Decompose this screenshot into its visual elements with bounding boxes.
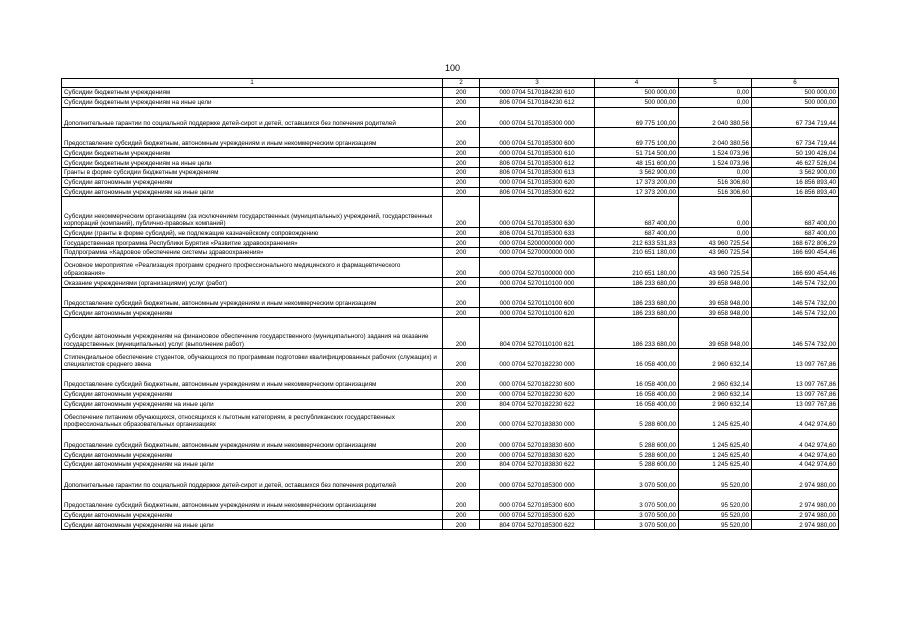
table-row [62,389,839,399]
row-value-col5-cell: 516 306,60 [679,187,752,197]
row-value-col4-cell: 500 000,00 [595,97,679,107]
row-kbk-cell: 000 0704 5270182230 000 [480,349,595,369]
row-value-col5-cell: 43 960 725,54 [679,238,752,248]
row-value-col6-cell: 16 856 893,40 [752,177,839,187]
row-value-col4-cell: 16 058 400,00 [595,399,679,409]
table-row [62,187,839,197]
row-value-col5-cell: 95 520,00 [679,490,752,510]
row-value-col6-cell: 16 856 893,40 [752,187,839,197]
row-code-cell: 200 [443,197,480,228]
row-value-col5-cell: 2 960 632,14 [679,399,752,409]
row-value-col4-cell: 186 233 680,00 [595,318,679,349]
row-value-col6-cell: 46 627 526,04 [752,158,839,168]
row-name-cell: Стипендиальное обеспечение студентов, обучающихся по программам подготовки квалифицированных рабочих (служащих) и специалистов среднего звена [62,349,443,369]
row-value-col6-cell: 146 574 732,00 [752,287,839,307]
row-value-col5-cell: 43 960 725,54 [679,257,752,277]
row-value-col4-cell: 500 000,00 [595,88,679,98]
row-code-cell: 200 [443,228,480,238]
row-value-col6-cell: 4 042 974,60 [752,429,839,449]
row-name-cell: Субсидии некоммерческим организациям (за исключением государственных (муниципальных) учреждений, государственных корпораций (компаний), публично-правовых компаний) [62,197,443,228]
table-row [62,429,839,449]
row-kbk-cell: 804 0704 5270183830 622 [480,460,595,470]
column-header-6: 6 [752,79,839,88]
row-value-col6-cell: 687 400,00 [752,228,839,238]
row-value-col5-cell: 39 658 948,00 [679,318,752,349]
row-name-cell: Субсидии автономным учреждениям на финансовое обеспечение государственного (муниципального) задания на оказание государственных (муниципальных) услуг (выполнение работ) [62,318,443,349]
table-row [62,238,839,248]
row-value-col5-cell: 1 524 073,96 [679,148,752,158]
row-value-col6-cell: 2 974 980,00 [752,469,839,489]
row-name-cell: Дополнительные гарантии по социальной поддержке детей-сирот и детей, оставшихся без попечения родителей [62,107,443,127]
page-number: 100 [444,63,461,73]
row-value-col6-cell: 50 190 426,04 [752,148,839,158]
row-value-col4-cell: 186 233 680,00 [595,287,679,307]
row-value-col6-cell: 500 000,00 [752,88,839,98]
table-body [62,88,839,530]
row-code-cell: 200 [443,187,480,197]
row-name-cell: Подпрограмма «Кадровое обеспечение системы здравоохранения» [62,247,443,257]
row-value-col4-cell: 3 070 500,00 [595,520,679,530]
table-row [62,349,839,369]
row-value-col4-cell: 5 288 600,00 [595,450,679,460]
row-code-cell: 200 [443,247,480,257]
row-value-col4-cell: 5 288 600,00 [595,460,679,470]
table-row [62,469,839,489]
row-code-cell: 200 [443,88,480,98]
row-value-col6-cell: 13 097 767,86 [752,369,839,389]
row-kbk-cell: 000 0704 5270110100 000 [480,278,595,288]
row-value-col4-cell: 16 058 400,00 [595,369,679,389]
row-name-cell: Предоставление субсидий бюджетным, автономным учреждениям и иным некоммерческим организациям [62,287,443,307]
row-value-col5-cell: 1 245 625,40 [679,409,752,429]
row-kbk-cell: 000 0704 5200000000 000 [480,238,595,248]
row-value-col5-cell: 95 520,00 [679,520,752,530]
row-kbk-cell: 804 0704 5270110100 621 [480,318,595,349]
row-code-cell: 200 [443,177,480,187]
row-value-col5-cell: 43 960 725,54 [679,247,752,257]
row-code-cell: 200 [443,429,480,449]
row-value-col4-cell: 16 058 400,00 [595,389,679,399]
row-kbk-cell: 806 0704 5170185300 612 [480,158,595,168]
column-header-3: 3 [480,79,595,88]
row-value-col5-cell: 2 040 380,56 [679,127,752,147]
row-name-cell: Предоставление субсидий бюджетным, автономным учреждениям и иным некоммерческим организациям [62,127,443,147]
row-code-cell: 200 [443,148,480,158]
row-value-col4-cell: 210 651 180,00 [595,257,679,277]
row-value-col5-cell: 0,00 [679,97,752,107]
table-row [62,278,839,288]
row-code-cell: 200 [443,158,480,168]
table-row [62,510,839,520]
row-kbk-cell: 000 0704 5270182230 600 [480,369,595,389]
row-value-col6-cell: 67 734 719,44 [752,107,839,127]
row-kbk-cell: 000 0704 5270110100 600 [480,287,595,307]
row-code-cell: 200 [443,510,480,520]
row-value-col6-cell: 166 690 454,46 [752,257,839,277]
row-name-cell: Субсидии бюджетным учреждениям на иные цели [62,97,443,107]
row-value-col4-cell: 687 400,00 [595,228,679,238]
row-value-col6-cell: 4 042 974,60 [752,460,839,470]
row-code-cell: 200 [443,369,480,389]
row-code-cell: 200 [443,318,480,349]
row-code-cell: 200 [443,238,480,248]
row-kbk-cell: 000 0704 5170185300 610 [480,148,595,158]
row-code-cell: 200 [443,287,480,307]
row-value-col6-cell: 500 000,00 [752,97,839,107]
row-value-col6-cell: 2 974 980,00 [752,520,839,530]
row-value-col4-cell: 3 070 500,00 [595,510,679,520]
row-name-cell: Субсидии автономным учреждениям на иные цели [62,460,443,470]
row-value-col5-cell: 516 306,60 [679,177,752,187]
row-kbk-cell: 806 0704 5170185300 622 [480,187,595,197]
table-row [62,158,839,168]
row-value-col4-cell: 17 373 200,00 [595,177,679,187]
row-name-cell: Предоставление субсидий бюджетным, автономным учреждениям и иным некоммерческим организациям [62,429,443,449]
row-value-col6-cell: 13 097 767,86 [752,389,839,399]
row-value-col5-cell: 0,00 [679,88,752,98]
row-name-cell: Предоставление субсидий бюджетным, автономным учреждениям и иным некоммерческим организациям [62,369,443,389]
row-value-col5-cell: 39 658 948,00 [679,287,752,307]
table-row [62,399,839,409]
row-value-col4-cell: 3 070 500,00 [595,469,679,489]
table-row [62,197,839,228]
row-kbk-cell: 000 0704 5170185300 000 [480,107,595,127]
row-kbk-cell: 000 0704 5270183830 620 [480,450,595,460]
row-value-col5-cell: 2 040 380,56 [679,107,752,127]
column-header-1: 1 [62,79,443,88]
row-kbk-cell: 000 0704 5170185300 600 [480,127,595,147]
row-kbk-cell: 000 0704 5270100000 000 [480,257,595,277]
row-value-col4-cell: 16 058 400,00 [595,349,679,369]
row-name-cell: Субсидии бюджетным учреждениям [62,148,443,158]
table-row [62,177,839,187]
row-value-col5-cell: 0,00 [679,197,752,228]
table-row [62,369,839,389]
row-name-cell: Субсидии бюджетным учреждениям на иные цели [62,158,443,168]
row-code-cell: 200 [443,389,480,399]
row-value-col5-cell: 95 520,00 [679,510,752,520]
row-value-col6-cell: 13 097 767,86 [752,349,839,369]
table-row [62,450,839,460]
row-value-col5-cell: 2 960 632,14 [679,349,752,369]
row-value-col6-cell: 146 574 732,00 [752,278,839,288]
row-value-col5-cell: 39 658 948,00 [679,278,752,288]
row-name-cell: Дополнительные гарантии по социальной поддержке детей-сирот и детей, оставшихся без попечения родителей [62,469,443,489]
row-kbk-cell: 000 0704 5270185300 620 [480,510,595,520]
row-value-col5-cell: 0,00 [679,228,752,238]
row-kbk-cell: 000 0704 5270185300 600 [480,490,595,510]
row-kbk-cell: 000 0704 5270110100 620 [480,308,595,318]
row-value-col4-cell: 17 373 200,00 [595,187,679,197]
row-code-cell: 200 [443,278,480,288]
row-kbk-cell: 804 0704 5270185300 622 [480,520,595,530]
table-row [62,460,839,470]
table-row [62,520,839,530]
row-kbk-cell: 806 0704 5170185300 633 [480,228,595,238]
table-row [62,97,839,107]
row-value-col5-cell: 1 245 625,40 [679,460,752,470]
row-kbk-cell: 000 0704 5170185300 630 [480,197,595,228]
row-kbk-cell: 000 0704 5270185300 000 [480,469,595,489]
row-value-col4-cell: 687 400,00 [595,197,679,228]
row-value-col4-cell: 48 151 600,00 [595,158,679,168]
row-code-cell: 200 [443,167,480,177]
row-value-col6-cell: 2 974 980,00 [752,510,839,520]
row-code-cell: 200 [443,97,480,107]
row-value-col5-cell: 2 960 632,14 [679,389,752,399]
table-row [62,409,839,429]
table-row [62,88,839,98]
table-row [62,167,839,177]
row-value-col6-cell: 3 562 900,00 [752,167,839,177]
row-value-col6-cell: 687 400,00 [752,197,839,228]
row-value-col6-cell: 4 042 974,60 [752,409,839,429]
row-name-cell: Субсидии автономным учреждениям [62,450,443,460]
table-row [62,247,839,257]
row-code-cell: 200 [443,409,480,429]
row-code-cell: 200 [443,469,480,489]
row-kbk-cell: 806 0704 5170185300 613 [480,167,595,177]
table-row [62,107,839,127]
row-name-cell: Субсидии автономным учреждениям на иные цели [62,399,443,409]
row-value-col5-cell: 0,00 [679,167,752,177]
row-name-cell: Оказание учреждениями (организациями) услуг (работ) [62,278,443,288]
table-row [62,257,839,277]
row-value-col6-cell: 146 574 732,00 [752,318,839,349]
table-row [62,308,839,318]
row-name-cell: Субсидии автономным учреждениям на иные цели [62,520,443,530]
row-value-col5-cell: 2 960 632,14 [679,369,752,389]
row-name-cell: Субсидии автономным учреждениям на иные цели [62,187,443,197]
row-name-cell: Субсидии бюджетным учреждениям [62,88,443,98]
row-code-cell: 200 [443,399,480,409]
row-code-cell: 200 [443,520,480,530]
budget-table [61,78,839,530]
row-value-col5-cell: 1 245 625,40 [679,429,752,449]
table-row [62,228,839,238]
row-value-col4-cell: 3 070 500,00 [595,490,679,510]
column-header-4: 4 [595,79,679,88]
row-value-col6-cell: 166 690 454,46 [752,247,839,257]
row-code-cell: 200 [443,107,480,127]
row-name-cell: Субсидии автономным учреждениям [62,389,443,399]
row-code-cell: 200 [443,490,480,510]
row-code-cell: 200 [443,257,480,277]
row-kbk-cell: 806 0704 5170184230 612 [480,97,595,107]
row-name-cell: Обеспечение питанием обучающихся, относящихся к льготным категориям, в республиканских государственных профессиональных образовательных организациях [62,409,443,429]
row-value-col5-cell: 39 658 948,00 [679,308,752,318]
row-kbk-cell: 000 0704 5170185300 620 [480,177,595,187]
row-kbk-cell: 000 0704 5270183830 600 [480,429,595,449]
row-code-cell: 200 [443,460,480,470]
table-row [62,148,839,158]
row-value-col6-cell: 168 672 806,29 [752,238,839,248]
row-value-col5-cell: 1 245 625,40 [679,450,752,460]
row-name-cell: Предоставление субсидий бюджетным, автономным учреждениям и иным некоммерческим организациям [62,490,443,510]
row-value-col4-cell: 3 562 900,00 [595,167,679,177]
table-header-row [62,79,839,88]
row-code-cell: 200 [443,308,480,318]
row-value-col4-cell: 5 288 600,00 [595,409,679,429]
row-code-cell: 200 [443,127,480,147]
row-value-col4-cell: 210 651 180,00 [595,247,679,257]
row-value-col4-cell: 5 288 600,00 [595,429,679,449]
row-name-cell: Гранты в форме субсидии бюджетным учреждениям [62,167,443,177]
row-value-col6-cell: 67 734 719,44 [752,127,839,147]
row-value-col4-cell: 186 233 680,00 [595,308,679,318]
row-name-cell: Государственная программа Республики Бурятия «Развитие здравоохранения» [62,238,443,248]
table-row [62,127,839,147]
row-kbk-cell: 000 0704 5170184230 610 [480,88,595,98]
row-name-cell: Субсидии автономным учреждениям [62,510,443,520]
row-value-col5-cell: 1 524 073,96 [679,158,752,168]
row-value-col4-cell: 51 714 500,00 [595,148,679,158]
column-header-5: 5 [679,79,752,88]
table-row [62,287,839,307]
row-code-cell: 200 [443,349,480,369]
row-kbk-cell: 000 0704 5270183830 000 [480,409,595,429]
table-row [62,490,839,510]
row-value-col4-cell: 69 775 100,00 [595,127,679,147]
row-name-cell: Субсидии (гранты в форме субсидий), не подлежащие казначейскому сопровождению [62,228,443,238]
row-code-cell: 200 [443,450,480,460]
row-name-cell: Основное мероприятие «Реализация программ среднего профессионального медицинского и фармацевтического образования» [62,257,443,277]
row-kbk-cell: 000 0704 5270000000 000 [480,247,595,257]
row-value-col6-cell: 4 042 974,60 [752,450,839,460]
row-value-col6-cell: 13 097 767,86 [752,399,839,409]
row-value-col6-cell: 146 574 732,00 [752,308,839,318]
row-name-cell: Субсидии автономным учреждениям [62,177,443,187]
row-kbk-cell: 000 0704 5270182230 620 [480,389,595,399]
row-kbk-cell: 804 0704 5270182230 622 [480,399,595,409]
row-value-col4-cell: 186 233 680,00 [595,278,679,288]
row-value-col4-cell: 69 775 100,00 [595,107,679,127]
column-header-2: 2 [443,79,480,88]
row-value-col5-cell: 95 520,00 [679,469,752,489]
row-name-cell: Субсидии автономным учреждениям [62,308,443,318]
table-row [62,318,839,349]
row-value-col4-cell: 212 633 531,83 [595,238,679,248]
row-value-col6-cell: 2 974 980,00 [752,490,839,510]
